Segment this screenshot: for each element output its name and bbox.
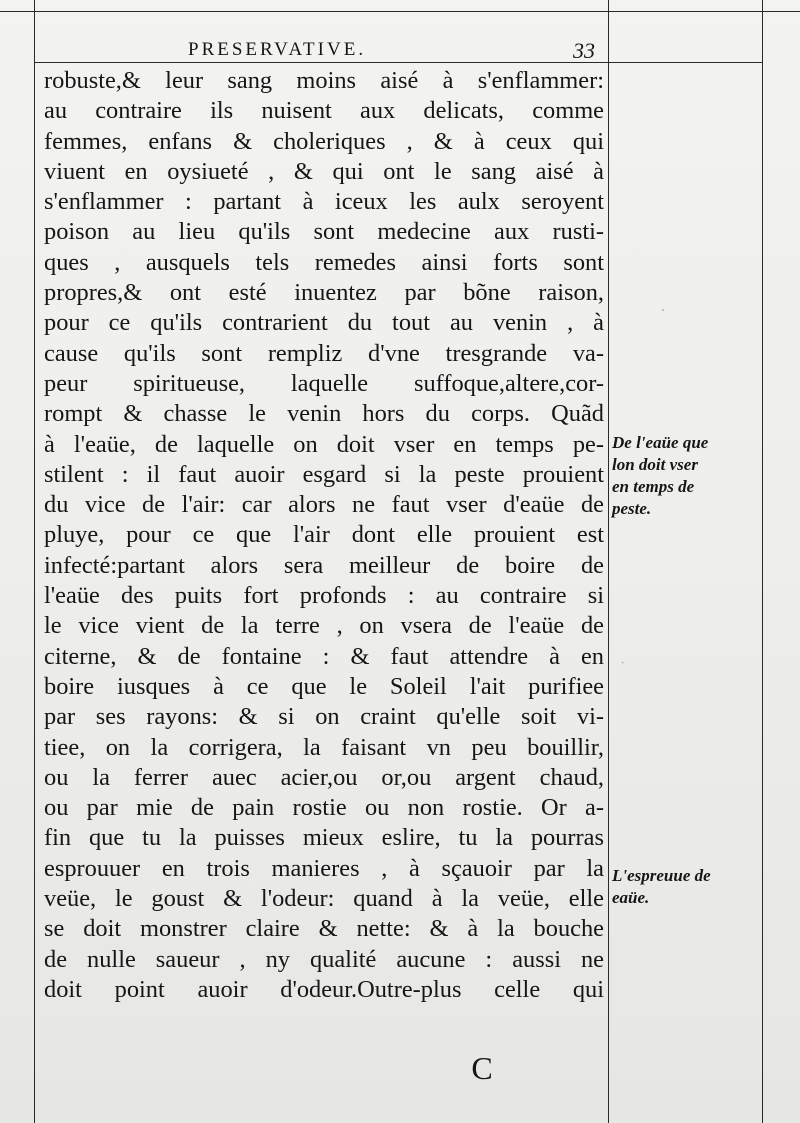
text-line: femmes, enfans & choleriques , & à ceux qui	[44, 127, 604, 155]
marginal-note-line: L'espreuue de	[612, 866, 711, 885]
text-line: s'enflammer : partant à iceux les aulx seroyent	[44, 188, 604, 216]
marginal-note-line: eaüe.	[612, 888, 650, 907]
show-through-mark: ·	[660, 300, 666, 320]
text-line: robuste,& leur sang moins aisé à s'enflammer:	[44, 67, 604, 94]
text-line: ou la ferrer auec acier,ou or,ou argent chaud,	[44, 763, 604, 791]
text-line: l'eaüe des puits fort profonds : au contraire si	[44, 582, 604, 610]
running-title: PRESERVATIVE.	[188, 39, 367, 60]
marginal-note-water-test	[612, 865, 772, 909]
header-rule	[34, 62, 762, 63]
marginal-note-line: De l'eaüe que	[612, 433, 709, 452]
text-line: viuent en oysiueté , & qui ont le sang aisé à	[44, 157, 604, 185]
right-frame-rule	[762, 0, 763, 1123]
text-line: peur spiritueuse, laquelle suffoque,altere,cor-	[44, 369, 604, 397]
left-frame-rule	[34, 0, 35, 1123]
top-frame-rule	[0, 11, 800, 12]
text-line: ques , ausquels tels remedes ainsi forts sont	[44, 248, 604, 276]
main-text-block	[44, 66, 604, 1005]
text-line: stilent : il faut auoir esgard si la peste prouient	[44, 460, 604, 488]
text-line: poison au lieu qu'ils sont medecine aux rusti-	[44, 218, 604, 246]
marginal-note-line: en temps de	[612, 477, 695, 496]
text-line: boire iusques à ce que le Soleil l'ait purifiee	[44, 672, 604, 700]
text-line: tiee, on la corrigera, la faisant vn peu bouillir,	[44, 733, 604, 761]
text-line: ou par mie de pain rostie ou non rostie. Or a-	[44, 794, 604, 822]
text-line: citerne, & de fontaine : & faut attendre à en	[44, 642, 604, 670]
text-line: se doit monstrer claire & nette: & à la bouche	[44, 915, 604, 943]
text-line: à l'eaüe, de laquelle on doit vser en temps pe-	[44, 430, 604, 458]
signature-mark: C	[471, 1050, 493, 1086]
text-line: infecté:partant alors sera meilleur de boire de	[44, 551, 604, 579]
text-line: rompt & chasse le venin hors du corps. Quãd	[44, 400, 604, 428]
text-line: fin que tu la puisses mieux eslire, tu la pourras	[44, 824, 604, 852]
text-line: du vice de l'air: car alors ne faut vser d'eaüe de	[44, 491, 604, 519]
text-line: le vice vient de la terre , on vsera de l'eaüe de	[44, 612, 604, 640]
show-through-mark: ·	[620, 655, 626, 672]
text-line: cause qu'ils sont rempliz d'vne tresgrande va-	[44, 339, 604, 367]
text-line: pluye, pour ce que l'air dont elle prouient est	[44, 521, 604, 549]
text-line: pour ce qu'ils contrarient du tout au venin , à	[44, 309, 604, 337]
marginal-note-line: peste.	[612, 499, 652, 518]
text-line: par ses rayons: & si on craint qu'elle soit vi-	[44, 703, 604, 731]
text-line: esprouuer en trois manieres , à sçauoir par la	[44, 854, 604, 882]
text-line: veüe, le goust & l'odeur: quand à la veüe, elle	[44, 885, 604, 913]
page-number: 33	[573, 38, 595, 63]
marginal-note-water-in-plague	[612, 432, 772, 520]
marginal-note-line: lon doit vser	[612, 455, 698, 474]
text-line: doit point auoir d'odeur.Outre-plus celle qui	[44, 975, 604, 1003]
text-line: de nulle saueur , ny qualité aucune : aussi ne	[44, 945, 604, 973]
text-line: au contraire ils nuisent aux delicats, comme	[44, 97, 604, 125]
text-line: propres,& ont esté inuentez par bõne raison,	[44, 279, 604, 307]
text-column-rule	[608, 0, 609, 1123]
